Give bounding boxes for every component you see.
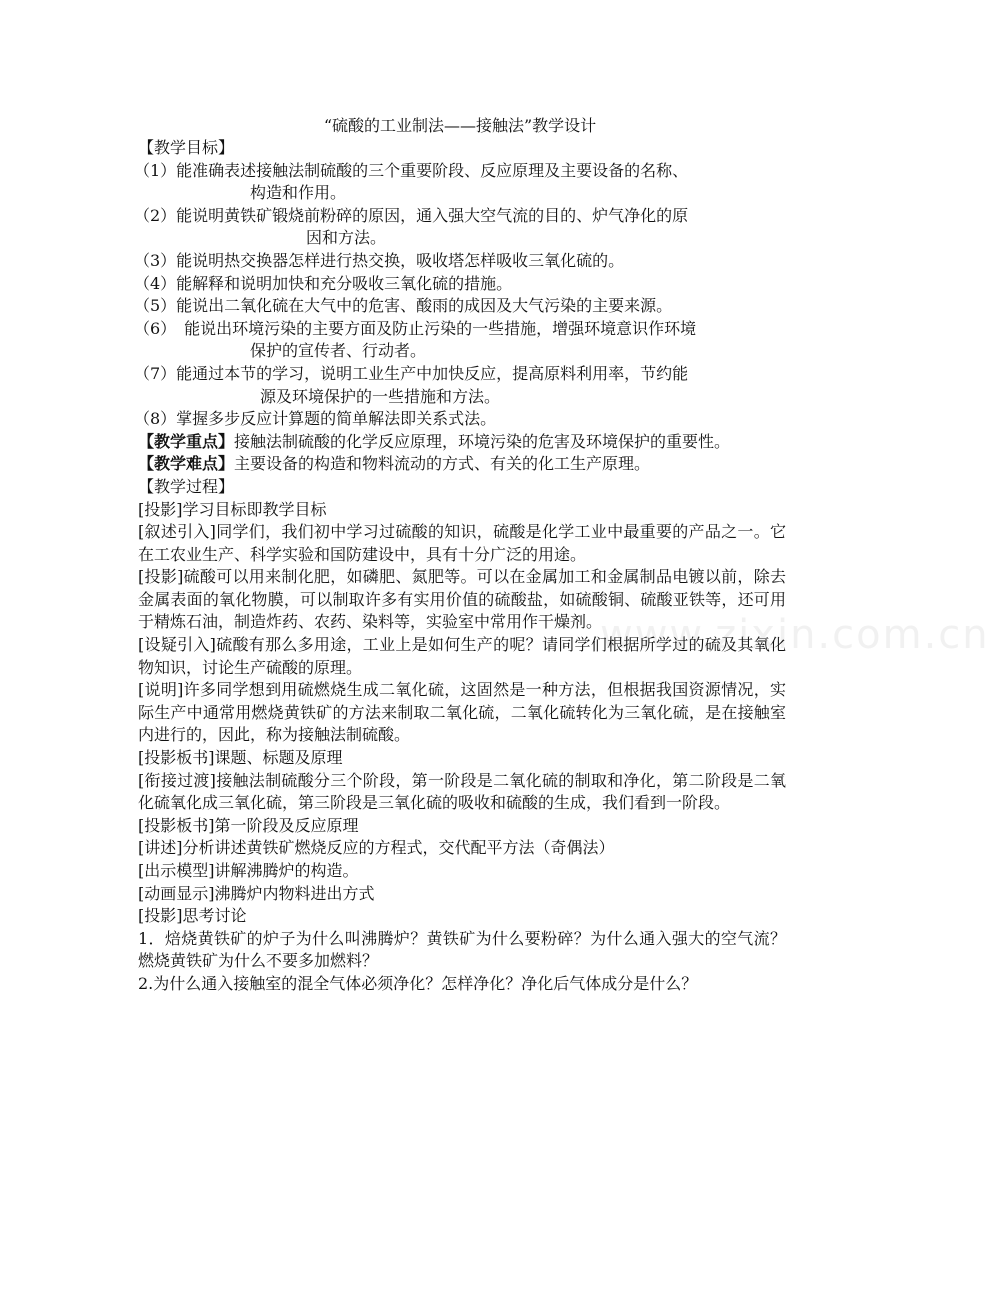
- process-paragraph: [动画显示]沸腾炉内物料进出方式: [138, 883, 375, 903]
- key-points-label: 【教学重点】: [138, 431, 235, 451]
- objective-item-continuation: 构造和作用。: [250, 183, 347, 203]
- process-paragraph: [投影]思考讨论: [138, 906, 247, 926]
- process-paragraph: [设疑引入]硫酸有那么多用途，工业上是如何生产的呢？请同学们根据所学过的硫及其氧化物知识，讨论生产硫酸的原理。: [138, 635, 786, 677]
- difficulties: [138, 453, 786, 476]
- process-paragraph: [出示模型]讲解沸腾炉的构造。: [138, 861, 359, 880]
- objective-item: （4）能解释和说明加快和充分吸收三氧化硫的措施。: [134, 273, 513, 293]
- watermark: www.zixin.com.cn: [600, 612, 990, 658]
- objective-item: （8）掌握多步反应计算题的简单解法即关系式法。: [134, 409, 497, 429]
- process-paragraph: [投影板书]课题、标题及原理: [138, 748, 343, 768]
- document-title: “硫酸的工业制法——接触法”教学设计: [323, 116, 597, 135]
- difficulties-text: 主要设备的构造和物料流动的方式、有关的化工生产原理。: [234, 454, 651, 474]
- objective-item-continuation: 源及环境保护的一些措施和方法。: [260, 386, 501, 406]
- process-paragraph: [衔接过渡]接触法制硫酸分三个阶段，第一阶段是二氧化硫的制取和净化，第二阶段是二氧化硫氧化成三氧化硫，第三阶段是三氧化硫的吸收和硫酸的生成，我们看到一阶段。: [138, 770, 786, 813]
- key-points: [138, 431, 786, 454]
- process-paragraph: [投影]学习目标即教学目标: [138, 499, 327, 519]
- document-body: [134, 137, 786, 996]
- discussion-question: 1．焙烧黄铁矿的炉子为什么叫沸腾炉？黄铁矿为什么要粉碎？为什么通入强大的空气流？燃烧黄铁矿为什么不要多加燃料？: [138, 928, 786, 971]
- objective-item: （5）能说出二氧化硫在大气中的危害、酸雨的成因及大气污染的主要来源。: [134, 296, 673, 316]
- objective-item: （1）能准确表述接触法制硫酸的三个重要阶段、反应原理及主要设备的名称、: [134, 160, 689, 180]
- objective-item: （6） 能说出环境污染的主要方面及防止污染的一些措施，增强环境意识作环境: [134, 318, 697, 338]
- process-paragraph: [讲述]分析讲述黄铁矿燃烧反应的方程式，交代配平方法（奇偶法）: [138, 838, 615, 858]
- process-paragraph: [叙述引入]同学们，我们初中学习过硫酸的知识，硫酸是化学工业中最重要的产品之一。它在工农业生产、科学实验和国防建设中，具有十分广泛的用途。: [138, 522, 786, 564]
- process-paragraph: [投影]硫酸可以用来制化肥，如磷肥、氮肥等。可以在金属加工和金属制品电镀以前，除去金属表面的氧化物膜，可以制取许多有实用价值的硫酸盐，如硫酸铜、硫酸亚铁等，还可用于精炼石油，制造炸药、农药、染料等，实验室中常用作干燥剂。: [138, 567, 786, 632]
- process-paragraph: [投影板书]第一阶段及反应原理: [138, 815, 359, 835]
- objective-item: （2）能说明黄铁矿锻烧前粉碎的原因，通入强大空气流的目的、炉气净化的原: [134, 205, 689, 225]
- objective-item: （7）能通过本节的学习，说明工业生产中加快反应，提高原料利用率，节约能: [134, 363, 689, 383]
- key-points-text: 接触法制硫酸的化学反应原理，环境污染的危害及环境保护的重要性。: [234, 431, 731, 451]
- process-paragraph: [说明]许多同学想到用硫燃烧生成二氧化硫，这固然是一种方法，但根据我国资源情况，实际生产中通常用燃烧黄铁矿的方法来制取二氧化硫，二氧化硫转化为三氧化硫，是在接触室内进行的，因此，称为接触法制硫酸。: [138, 680, 786, 745]
- difficulties-label: 【教学难点】: [138, 454, 235, 474]
- objective-item-continuation: 保护的宣传者、行动者。: [250, 341, 427, 361]
- objectives-heading: 【教学目标】: [138, 138, 235, 157]
- process-heading: 【教学过程】: [138, 476, 235, 496]
- objective-item: （3）能说明热交换器怎样进行热交换，吸收塔怎样吸收三氧化硫的。: [134, 250, 625, 270]
- discussion-question: 2.为什么通入接触室的混全气体必须净化？怎样净化？净化后气体成分是什么？: [138, 973, 698, 993]
- objective-item-continuation: 因和方法。: [306, 228, 387, 248]
